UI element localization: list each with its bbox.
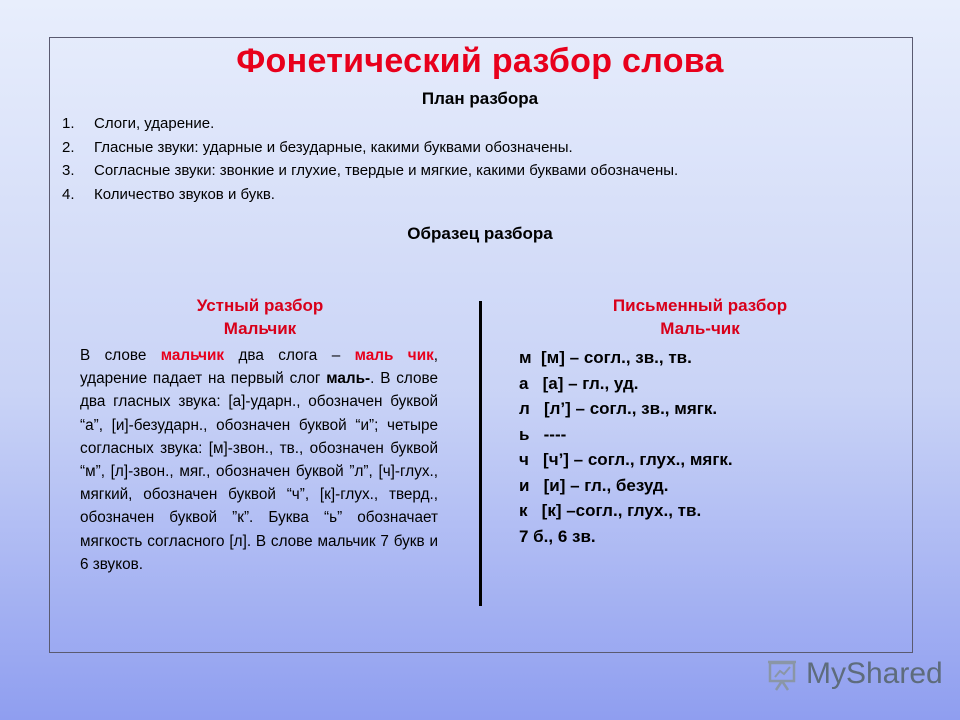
watermark-text: MyShared bbox=[806, 657, 943, 690]
plan-item: 4. Количество звуков и букв. bbox=[62, 185, 275, 203]
oral-analysis-text: В слове мальчик два слога – маль чик, ударение падает на первый слог маль-. В слове два гласных звука: [а]-ударн., обозначен буквой “а”, [и]-безударн., обозначен буквой “и”; четыре согласных звука: [м]-звон., тв., обозначен буквой “м”, [л]-звон., мяг., обозначен буквой ”л”, [ч]-глух., мягкий, обозначен буквой “ч”, [к]-глух., тверд., обозначен буквой ”к”. Буква “ь” обозначает мягкость согласного [л]. В слове мальчик 7 букв и 6 звуков. bbox=[80, 347, 439, 573]
plan-list bbox=[62, 112, 678, 206]
written-line: а [а] – гл., уд. bbox=[519, 373, 639, 393]
written-line: л [л’] – согл., зв., мягк. bbox=[519, 399, 718, 418]
plan-item: 3. Согласные звуки: звонкие и глухие, твердые и мягкие, какими буквами обозначены. bbox=[62, 162, 679, 179]
written-line: ч [ч’] – согл., глух., мягк. bbox=[519, 450, 733, 469]
sample-title: Образец разбора bbox=[407, 224, 553, 243]
oral-word: Мальчик bbox=[223, 319, 297, 338]
written-line: м [м] – согл., зв., тв. bbox=[519, 348, 692, 367]
oral-heading: Устный разбор bbox=[196, 296, 324, 315]
written-line: ь ---- bbox=[519, 424, 567, 444]
slide-title: Фонетический разбор слова bbox=[236, 42, 724, 80]
written-analysis-list bbox=[519, 345, 733, 549]
presentation-icon bbox=[766, 657, 802, 693]
watermark-logo bbox=[766, 655, 943, 695]
written-line: 7 б., 6 зв. bbox=[519, 526, 596, 546]
column-divider bbox=[479, 301, 482, 606]
written-word: Маль-чик bbox=[660, 319, 740, 338]
plan-title: План разбора bbox=[421, 89, 539, 108]
plan-item: 1. Слоги, ударение. bbox=[62, 115, 215, 132]
written-line: и [и] – гл., безуд. bbox=[519, 475, 669, 495]
written-heading: Письменный разбор bbox=[612, 296, 788, 315]
plan-item: 2. Гласные звуки: ударные и безударные, какими буквами обозначены. bbox=[62, 138, 573, 156]
written-line: к [к] –согл., глух., тв. bbox=[519, 501, 702, 520]
